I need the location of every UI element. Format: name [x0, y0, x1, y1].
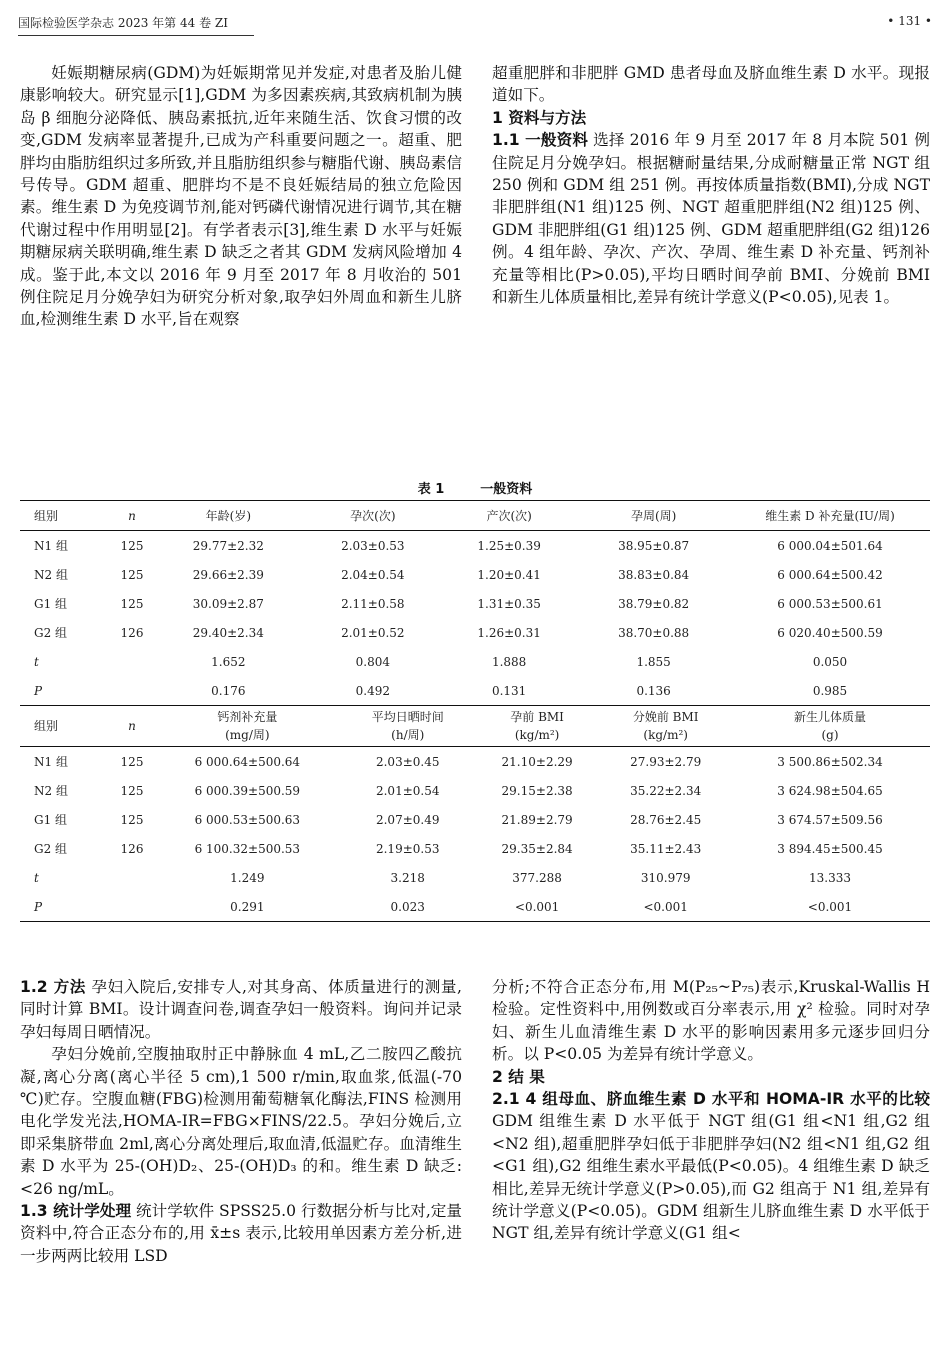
table-cell: 2.11±0.58 [341, 596, 405, 611]
col-header: 组别 [34, 509, 59, 523]
table-part-2 [20, 705, 930, 922]
table-cell: <0.001 [643, 899, 688, 914]
table-row [20, 747, 930, 777]
table-cell: <0.001 [807, 899, 853, 914]
table-cell: G2 组 [34, 626, 68, 640]
page-header [18, 14, 932, 36]
table-cell: 6 000.64±500.64 [194, 754, 301, 769]
table-cell: P [34, 683, 43, 698]
section-2-1-paragraph [492, 1088, 930, 1245]
column-bottom-left [20, 976, 462, 1267]
page-number: • 131 • [887, 14, 932, 28]
section-1-2-body: 孕妇入院后,安排专人,对其身高、体质量进行的测量,同时计算 BMI。设计调查问卷,调查孕妇一般资料。询问并记录孕妇每周日晒情况。 [20, 978, 463, 1041]
table-cell: 6 000.04±501.64 [777, 538, 883, 553]
table-cell: 38.79±0.82 [618, 596, 690, 611]
table-cell: N2 组 [34, 784, 68, 798]
col-header: 平均日晒时间 (h/周) [371, 710, 444, 742]
col-header: 孕前 BMI (kg/m²) [510, 710, 564, 742]
column-bottom-right [492, 976, 930, 1245]
table-row [20, 560, 930, 589]
table-cell: 21.89±2.79 [501, 812, 573, 827]
col-header: 孕次(次) [350, 509, 396, 523]
table-cell: 0.492 [355, 683, 391, 698]
table-cell: 2.01±0.54 [375, 783, 440, 798]
table-cell [112, 676, 152, 705]
table-cell: 3 674.57±509.56 [777, 812, 883, 827]
table-cell: 1.31±0.35 [477, 596, 541, 611]
table-label: 表 1 [417, 482, 445, 497]
table-cell: 28.76±2.45 [630, 812, 702, 827]
column-top-left [20, 62, 462, 331]
intro-continuation: 超重肥胖和非肥胖 GMD 患者母血及脐血维生素 D 水平。现报道如下。 [492, 64, 930, 105]
table-cell: 6 020.40±500.59 [777, 625, 883, 640]
table-cell: 1.26±0.31 [477, 625, 541, 640]
section-1-1-heading: 1.1 一般资料 [492, 131, 589, 150]
table-cell: 38.70±0.88 [618, 625, 690, 640]
stats-continuation: 分析;不符合正态分布,用 M(P₂₅~P₇₅)表示,Kruskal-Wallis H 检验。定性资料中,用例数或百分率表示,用 χ² 检验。同时对孕妇、新生儿血清维生素 D 水平的影响因素用多元逐步回归分析。以 P<0.05 为差异有统计学意义。 [492, 978, 930, 1064]
table-cell: 3 624.98±504.65 [777, 783, 883, 798]
table-cell: 310.979 [640, 870, 691, 885]
section-2-heading: 2 结 果 [492, 1067, 545, 1086]
table-cell: G1 组 [34, 813, 68, 827]
table-cell: 29.15±2.38 [501, 783, 573, 798]
table-cell: <0.001 [514, 899, 560, 914]
table-cell: t [34, 654, 39, 669]
table-cell: 30.09±2.87 [192, 596, 264, 611]
table-cell: 29.77±2.32 [192, 538, 264, 553]
table-cell: 1.855 [636, 654, 671, 669]
table-cell: 6 000.39±500.59 [194, 783, 301, 798]
table-cell: 2.01±0.52 [341, 625, 405, 640]
table-row [20, 863, 930, 892]
section-1-1-paragraph [492, 129, 930, 308]
table-cell: 2.07±0.49 [375, 812, 440, 827]
table-header-row [20, 706, 930, 747]
table-cell: P [34, 899, 43, 914]
section-1-2-paragraph [20, 976, 462, 1043]
table-cell: 2.03±0.45 [375, 754, 440, 769]
table-cell: 1.249 [230, 870, 265, 885]
table-cell: 126 [120, 841, 144, 856]
col-header: n [128, 719, 136, 733]
table-cell: 6 000.64±500.42 [777, 567, 883, 582]
table-cell: 6 000.53±500.61 [777, 596, 883, 611]
section-1-3-body: 统计学软件 SPSS25.0 行数据分析与比对,定量资料中,符合正态分布的,用 x̄±s 表示,比较用单因素方差分析,进一步两两比较用 LSD [20, 1202, 462, 1265]
table-row [20, 834, 930, 863]
journal-title: 国际检验医学杂志 2023 年第 44 卷 ZⅠ [18, 16, 228, 30]
table-cell: 35.22±2.34 [630, 783, 702, 798]
methods-paragraph: 孕妇分娩前,空腹抽取肘正中静脉血 4 mL,乙二胺四乙酸抗凝,离心分离(离心半径 5 cm),1 500 r/min,取血浆,低温(-70 ℃)贮存。空腹血糖(FBG)检测用葡萄糖氧化酶法,FINS 检测用电化学发光法,HOMA-IR=FBG×FINS/22.5。孕妇分娩后,立即采集脐带血 2ml,离心分离处理后,取血清,低温贮存。血清维生素 D 水平为 25-(OH)D₂、25-(OH)D₃ 的和。维生素 D 缺乏:<26 ng/mL。 [20, 1045, 462, 1198]
intro-paragraph: 妊娠期糖尿病(GDM)为妊娠期常见并发症,对患者及胎儿健康影响较大。研究显示[1],GDM 为多因素疾病,其致病机制为胰岛 β 细胞分泌降低、胰岛素抵抗,近年来随生活、饮食习惯的改变,GDM 发病率显著提升,已成为产科重要问题之一。超重、肥胖均由脂肪组织过多所致,并且脂肪组织参与糖脂代谢、胰岛素信号传导。GDM 超重、肥胖均不是不良妊娠结局的独立危险因素。维生素 D 为免疫调节剂,能对钙磷代谢情况进行调节,其在糖代谢过程中作用明显[2]。有学者表示[3],维生素 D 水平与妊娠期糖尿病关联明确,维生素 D 缺乏之者其 GDM 发病风险增加 4 成。鉴于此,本文以 2016 年 9 月至 2017 年 8 月收治的 501 例住院足月分娩孕妇为研究分析对象,取孕妇外周血和新生儿脐血,检测维生素 D 水平,旨在观察 [20, 64, 462, 329]
col-header: 年龄(岁) [205, 509, 252, 523]
table-title [20, 478, 930, 500]
table-cell: 1.20±0.41 [477, 567, 541, 582]
table-cell: 126 [120, 625, 144, 640]
table-row [20, 618, 930, 647]
table-cell: 125 [120, 812, 144, 827]
table-cell: 377.288 [512, 870, 562, 885]
section-1-1-body: 选择 2016 年 9 月至 2017 年 8 月本院 501 例住院足月分娩孕妇。根据糖耐量结果,分成耐糖量正常 NGT 组 250 例和 GDM 组 251 例。再按体质量指数(BMI),分成 NGT 非肥胖组(N1 组)125 例、NGT 超重肥胖组(N2 组)125 例、GDM 非肥胖组(G1 组)125 例、GDM 超重肥胖组(G2 组)126 例。4 组年龄、孕次、产次、孕周、维生素 D 补充量、钙剂补充量等相比(P>0.05),平均日晒时间孕前 BMI、分娩前 BMI 和新生儿体质量相比,差异有统计学意义(P<0.05),见表 1。 [492, 131, 930, 307]
table-cell: 6 000.53±500.63 [194, 812, 301, 827]
table-cell: 29.35±2.84 [501, 841, 573, 856]
section-2-1-body: GDM 组维生素 D 水平低于 NGT 组(G1 组<N1 组,G2 组<N2 组),超重肥胖孕妇低于非肥胖孕妇(N2 组<N1 组,G2 组<G1 组),G2 组维生素水平最低(P<0.05)。4 组维生素 D 缺乏相比,差异无统计学意义(P>0.05),而 G2 组高于 N1 组,差异有统计学意义(P<0.05)。GDM 组新生儿脐血维生素 D 水平低于 NGT 组,差异有统计学意义(G1 组< [492, 1112, 930, 1243]
col-header: 组别 [34, 719, 59, 733]
table-cell: 1.888 [491, 654, 527, 669]
column-top-right [492, 62, 930, 308]
col-header: 钙剂补充量 (mg/周) [217, 710, 278, 742]
table-cell: G1 组 [34, 597, 68, 611]
section-2-1-heading: 2.1 4 组母血、脐血维生素 D 水平和 HOMA-IR 水平的比较 [492, 1090, 930, 1109]
table-row [20, 776, 930, 805]
col-header: 孕周(周) [630, 509, 677, 523]
table-cell: 125 [120, 538, 144, 553]
table-cell: G2 组 [34, 842, 68, 856]
table-cell: 3 894.45±500.45 [777, 841, 883, 856]
table-cell: N2 组 [34, 568, 68, 582]
col-header: 新生儿体质量 (g) [793, 710, 866, 742]
table-cell: 2.04±0.54 [341, 567, 405, 582]
table-cell: 125 [120, 754, 144, 769]
table-row [20, 531, 930, 561]
col-header: 分娩前 BMI (kg/m²) [632, 710, 699, 742]
table-cell: 0.136 [636, 683, 671, 698]
table-row [20, 892, 930, 922]
table-cell: 13.333 [809, 870, 851, 885]
table-cell: 0.131 [491, 683, 527, 698]
table-cell: 6 100.32±500.53 [194, 841, 301, 856]
table-cell: 1.652 [211, 654, 246, 669]
table-cell: 0.804 [355, 654, 391, 669]
section-1-3-heading: 1.3 统计学处理 [20, 1202, 132, 1221]
table-cell [112, 647, 152, 676]
table-cell: 35.11±2.43 [630, 841, 702, 856]
table-row [20, 647, 930, 676]
col-header: 维生素 D 补充量(IU/周) [765, 509, 895, 523]
section-1-3-paragraph [20, 1200, 462, 1267]
table-cell: 38.95±0.87 [618, 538, 690, 553]
header-rule [18, 35, 254, 36]
table-cell: 0.985 [812, 683, 848, 698]
table-cell: 0.176 [211, 683, 246, 698]
table-cell: 1.25±0.39 [477, 538, 541, 553]
table-caption: 一般资料 [480, 482, 533, 497]
table-cell: 29.66±2.39 [192, 567, 264, 582]
section-1-heading: 1 资料与方法 [492, 108, 587, 127]
table-cell: 2.03±0.53 [341, 538, 405, 553]
table-cell: N1 组 [34, 755, 68, 769]
table-cell: 2.19±0.53 [375, 841, 440, 856]
table-cell: 27.93±2.79 [630, 754, 702, 769]
table-cell: 3.218 [390, 870, 425, 885]
table-cell: 125 [120, 783, 144, 798]
col-header: 产次(次) [486, 509, 532, 523]
table-row [20, 589, 930, 618]
table-1 [20, 478, 930, 922]
table-cell [112, 892, 152, 922]
table-row [20, 676, 930, 705]
table-cell: 0.050 [812, 654, 848, 669]
table-cell: 125 [120, 596, 144, 611]
table-cell: 21.10±2.29 [501, 754, 573, 769]
table-cell: 38.83±0.84 [618, 567, 690, 582]
table-cell: 125 [120, 567, 144, 582]
table-header-row [20, 501, 930, 531]
table-part-1 [20, 500, 930, 705]
section-1-2-heading: 1.2 方法 [20, 978, 86, 996]
table-cell [112, 863, 152, 892]
table-cell: 0.291 [230, 899, 265, 914]
table-cell: 0.023 [390, 899, 425, 914]
table-cell: 3 500.86±502.34 [777, 754, 883, 769]
col-header: n [128, 508, 136, 523]
table-cell: N1 组 [34, 539, 68, 553]
table-cell: 29.40±2.34 [192, 625, 264, 640]
table-cell: t [34, 870, 39, 885]
table-row [20, 805, 930, 834]
